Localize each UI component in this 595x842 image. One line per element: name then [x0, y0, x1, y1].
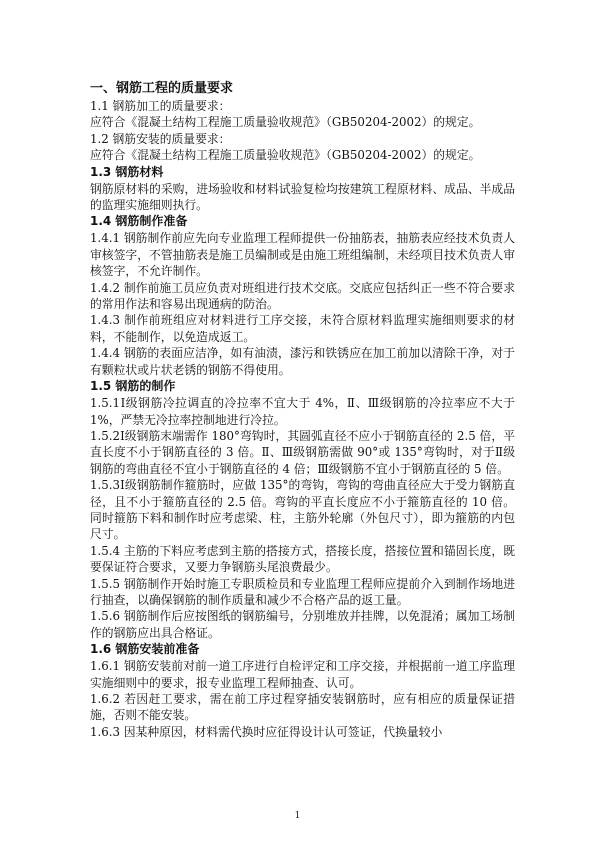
- paragraph: 1.6.3 因某种原因，材料需代换时应征得设计认可签证，代换量较小: [90, 724, 443, 739]
- paragraph: 1.5.4 主筋的下料应考虑到主筋的搭接方式，搭接长度，搭接位置和锚固长度，既要保证符合要求，又要力争钢筋头尾浪费最少。: [90, 543, 515, 575]
- subsection-heading: 1.3 钢筋材料: [90, 164, 164, 179]
- paragraph: 1.6.2 若因赶工要求，需在前工序过程穿插安装钢筋时，应有相应的质量保证措施，否则不能安装。: [90, 692, 515, 723]
- subsection-heading: 1.6 钢筋安装前准备: [90, 642, 200, 657]
- page-number: 1: [294, 811, 301, 821]
- subsection-heading: 1.5 钢筋的制作: [90, 379, 176, 394]
- paragraph: 应符合《混凝土结构工程施工质量验收规范》（GB50204-2002）的规定。: [90, 115, 481, 130]
- paragraph: 1.5.6 钢筋制作后应按图纸的钢筋编号，分别堆放并挂牌，以免混淆；属加工场制作的钢筋应出具合格证。: [90, 609, 515, 640]
- document-body: [90, 80, 515, 740]
- paragraph: 1.4.4 钢筋的表面应洁净，如有油渍，漆污和铁锈应在加工前加以清除干净，对于有颗粒状或片状老锈的钢筋不得使用。: [90, 346, 515, 377]
- paragraph: 钢筋原材料的采购，进场验收和材料试验复检均按建筑工程原材料、成品、半成品的监理实施细则执行。: [90, 181, 515, 213]
- paragraph: 1.1 钢筋加工的质量要求：: [90, 99, 231, 113]
- paragraph: 1.2 钢筋安装的质量要求：: [90, 131, 231, 146]
- paragraph: 1.5.3Ⅰ级钢筋制作箍筋时，应做 135°的弯钩，弯钩的弯曲直径应大于受力钢筋直径，且不小于箍筋直径的 2.5 倍。弯钩的平直长度应不小于箍筋直径的 10 倍。同时箍筋下料和制作时应考虑梁、柱，主筋外轮廓（外包尺寸），即为箍筋的内包尺寸。: [90, 478, 515, 542]
- paragraph: 1.5.1Ⅰ级钢筋冷拉调直的冷拉率不宜大于 4%，Ⅱ、Ⅲ级钢筋的冷拉率应不大于 1%，严禁无冷拉率控制地进行冷拉。: [90, 396, 515, 427]
- paragraph: 1.6.1 钢筋安装前对前一道工序进行自检评定和工序交接，并根据前一道工序监理实施细则中的要求，报专业监理工程师抽查、认可。: [90, 659, 515, 690]
- paragraph: 1.4.1 钢筋制作前应先向专业监理工程师提供一份抽筋表，抽筋表应经技术负责人审核签字，不管抽筋表是施工员编制或是由施工班组编制，未经项目技术负责人审核签字，不允许制作。: [90, 231, 515, 279]
- paragraph: 1.5.2Ⅰ级钢筋末端需作 180°弯钩时，其圆弧直径不应小于钢筋直径的 2.5 倍，平直长度不小于钢筋直径的 3 倍。Ⅱ、Ⅲ级钢筋需做 90°或 135°弯钩时，对于Ⅱ级钢筋的弯曲直径不宜小于钢筋直径的 4 倍；Ⅲ级钢筋不宜小于钢筋直径的 5 倍。: [90, 428, 515, 476]
- paragraph: 1.4.2 制作前施工员应负责对班组进行技术交底。交底应包括纠正一些不符合要求的常用作法和容易出现通病的防治。: [90, 280, 515, 312]
- subsection-heading: 1.4 钢筋制作准备: [90, 214, 188, 229]
- paragraph: 应符合《混凝土结构工程施工质量验收规范》（GB50204-2002）的规定。: [90, 148, 481, 163]
- paragraph: 1.4.3 制作前班组应对材料进行工序交接，未符合原材料监理实施细则要求的材料，不能制作，以免造成返工。: [90, 313, 515, 344]
- paragraph: 1.5.5 钢筋制作开始时施工专职质检员和专业监理工程师应提前介入到制作场地进行抽查，以确保钢筋的制作质量和减少不合格产品的返工量。: [90, 576, 515, 607]
- section-heading: 一、钢筋工程的质量要求: [90, 81, 234, 96]
